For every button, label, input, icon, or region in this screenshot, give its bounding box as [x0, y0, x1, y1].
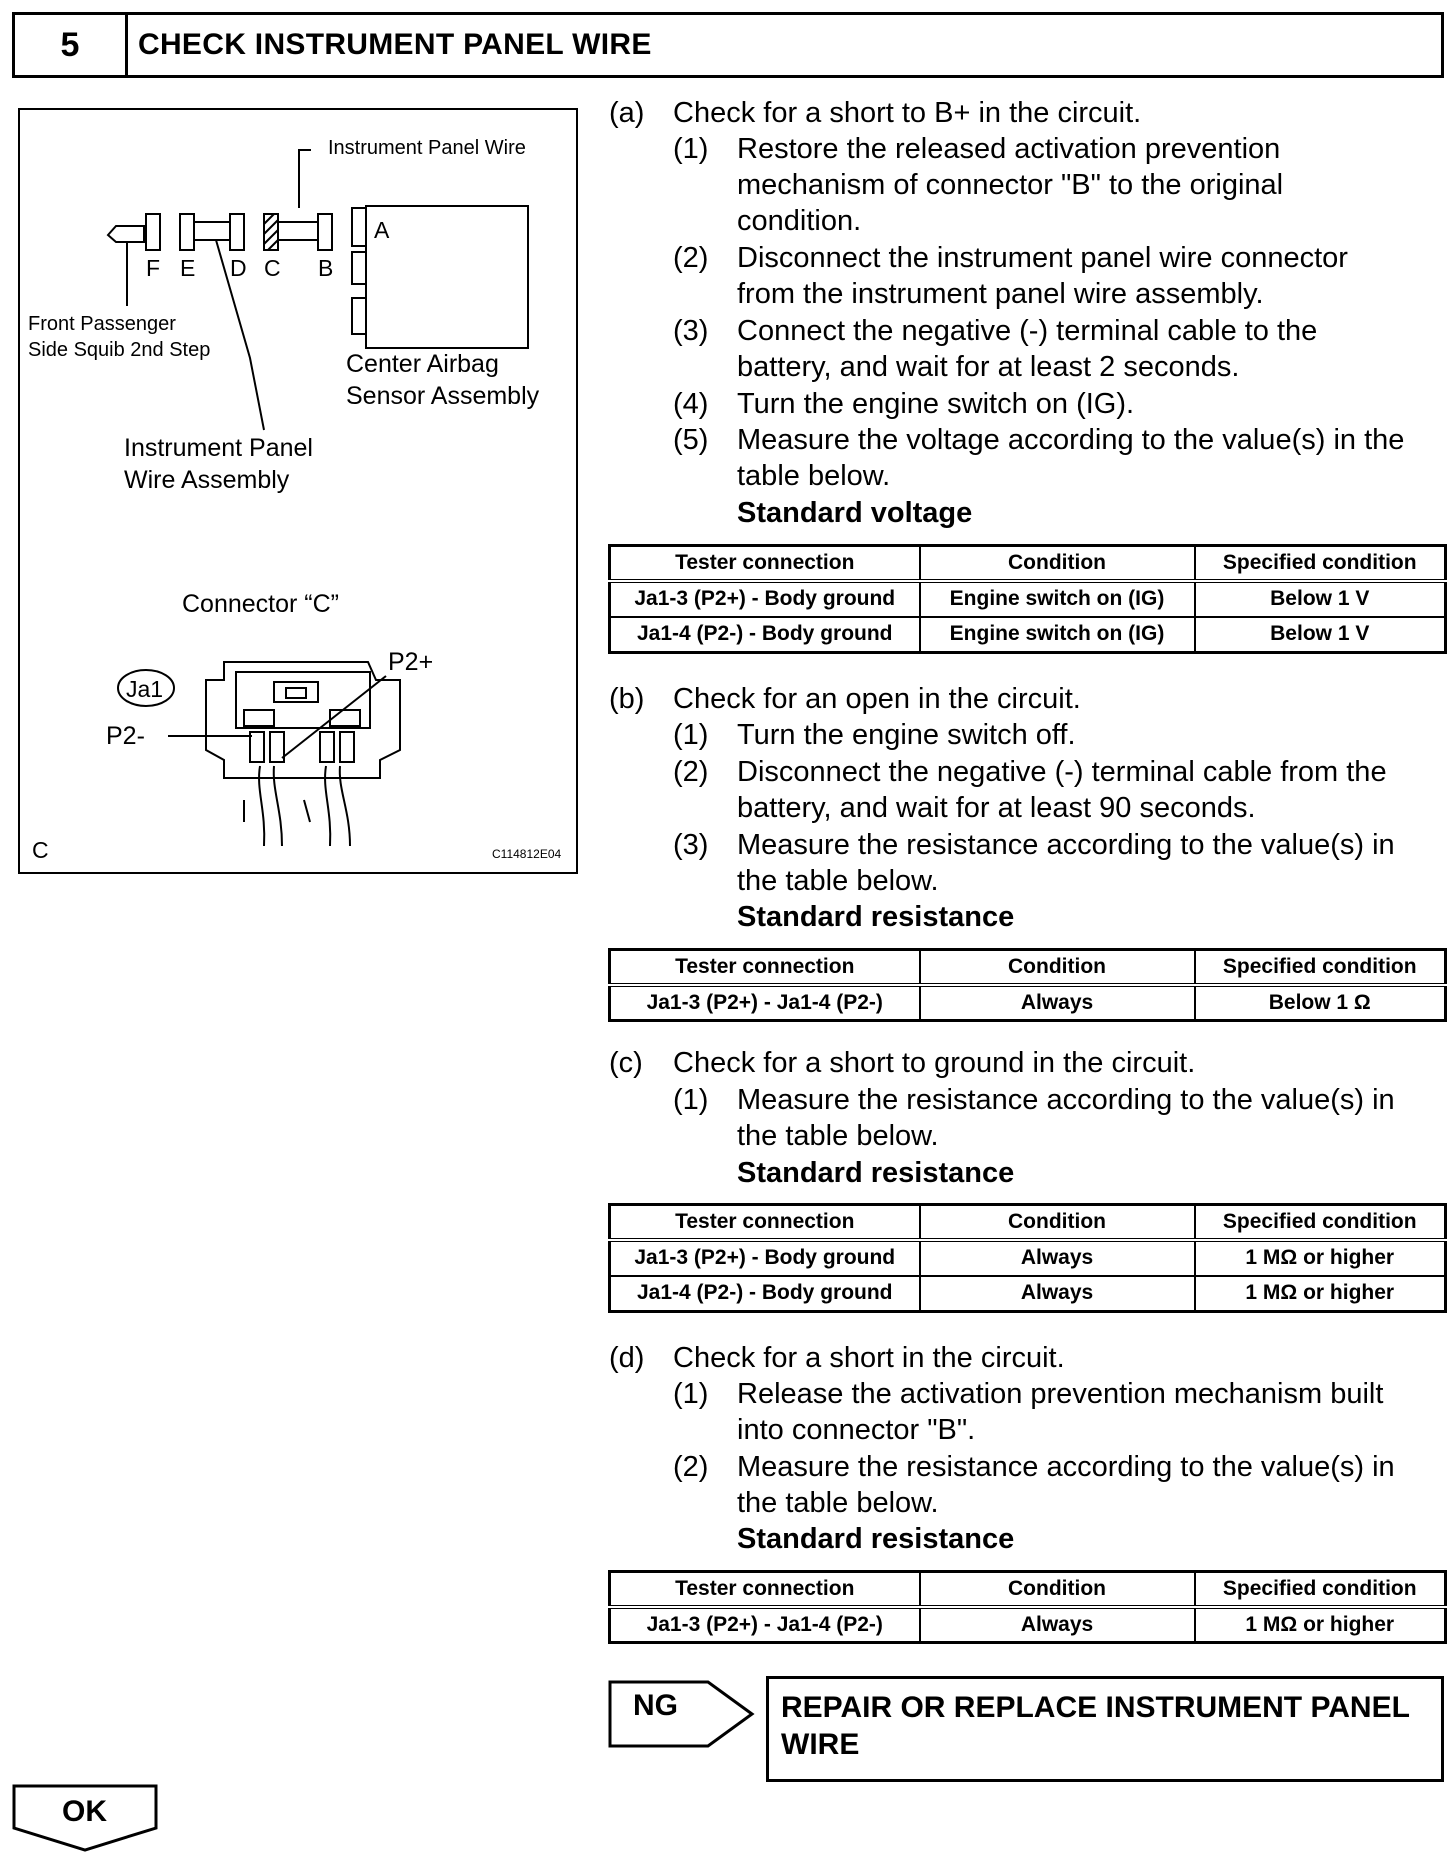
table-header: Specified condition: [1195, 1205, 1446, 1240]
connector-a-pin2: [352, 252, 366, 284]
letter-c: C: [264, 255, 281, 281]
section-a-title: Check for a short to B+ in the circuit.: [673, 97, 1142, 129]
table-cell: Ja1-3 (P2+) - Ja1-4 (P2-): [610, 1607, 920, 1643]
section-b-title: Check for an open in the circuit.: [673, 683, 1081, 715]
table-header: Tester connection: [610, 950, 920, 985]
table-d: [608, 1570, 1447, 1644]
step-a4-line1: Turn the engine switch on (IG).: [737, 388, 1135, 420]
connector-c-title: Connector “C”: [182, 590, 339, 618]
wiring-figure: [18, 108, 578, 874]
label-center-airbag-2: Sensor Assembly: [346, 382, 540, 410]
step-title: CHECK INSTRUMENT PANEL WIRE: [138, 28, 652, 61]
step-b3-num: (3): [673, 829, 709, 861]
table-cell: Always: [920, 1607, 1195, 1643]
pin-label-p2-minus: P2-: [106, 722, 145, 750]
step-b3-line1: Measure the resistance according to the value(s) in: [737, 829, 1395, 861]
section-d-standard: Standard resistance: [737, 1523, 1015, 1555]
table-row: [610, 1276, 1446, 1312]
pin-label-p2-plus: P2+: [388, 648, 434, 676]
label-front-passenger-1: Front Passenger: [28, 313, 176, 335]
step-a2-line2: from the instrument panel wire assembly.: [737, 278, 1264, 310]
section-d-label: (d): [609, 1342, 645, 1374]
table-cell: 1 MΩ or higher: [1195, 1276, 1446, 1312]
table-cell: Ja1-4 (P2-) - Body ground: [610, 1276, 920, 1312]
step-b1-line1: Turn the engine switch off.: [737, 719, 1076, 751]
connector-d: [230, 214, 244, 250]
connector-id: Ja1: [126, 676, 164, 702]
label-ip-wire-assembly-2: Wire Assembly: [124, 466, 290, 494]
step-b2-line2: battery, and wait for at least 90 seconds.: [737, 792, 1256, 824]
connector-b: [318, 214, 332, 250]
step-d2-line2: the table below.: [737, 1487, 939, 1519]
letter-e: E: [180, 255, 196, 281]
section-a-label: (a): [609, 97, 645, 129]
label-center-airbag-1: Center Airbag: [346, 350, 499, 378]
ng-action-box: [766, 1676, 1444, 1782]
ng-action-line2: WIRE: [781, 1728, 860, 1761]
table-row: [610, 985, 1446, 1021]
connector-a-pin3: [352, 298, 366, 334]
ng-arrow: [608, 1680, 758, 1748]
section-a-standard: Standard voltage: [737, 497, 973, 529]
step-b1-num: (1): [673, 719, 709, 751]
table-row: [610, 581, 1446, 617]
ng-label: NG: [633, 1689, 678, 1722]
step-b2-line1: Disconnect the negative (-) terminal cable from the: [737, 756, 1387, 788]
center-airbag-sensor-box: [366, 206, 528, 348]
label-ip-wire-assembly-1: Instrument Panel: [124, 434, 313, 462]
step-header: [12, 12, 1444, 78]
table-cell: 1 MΩ or higher: [1195, 1607, 1446, 1643]
ok-label: OK: [62, 1795, 107, 1828]
table-row: [610, 1240, 1446, 1276]
table-header: Condition: [920, 1205, 1195, 1240]
letter-d: D: [230, 255, 247, 281]
step-a5-line2: table below.: [737, 460, 891, 492]
step-a3-num: (3): [673, 315, 709, 347]
connector-f-housing: [108, 226, 144, 242]
step-d1-line2: into connector "B".: [737, 1414, 976, 1446]
section-c-label: (c): [609, 1047, 643, 1079]
connector-a-pin1: [352, 208, 366, 246]
step-a4-num: (4): [673, 388, 709, 420]
step-a5-line1: Measure the voltage according to the value(s) in the: [737, 424, 1405, 456]
label-instrument-panel-wire: Instrument Panel Wire: [328, 137, 526, 159]
table-header: Tester connection: [610, 546, 920, 581]
ng-action-line1: REPAIR OR REPLACE INSTRUMENT PANEL: [781, 1691, 1410, 1724]
section-b-label: (b): [609, 683, 645, 715]
table-header: Condition: [920, 1572, 1195, 1607]
table-a: [608, 544, 1447, 654]
table-cell: Ja1-3 (P2+) - Body ground: [610, 1240, 920, 1276]
table-cell: Below 1 V: [1195, 617, 1446, 653]
section-c-standard: Standard resistance: [737, 1157, 1015, 1189]
table-row: [610, 617, 1446, 653]
section-b-standard: Standard resistance: [737, 901, 1015, 933]
step-b2-num: (2): [673, 756, 709, 788]
section-c-title: Check for a short to ground in the circuit.: [673, 1047, 1196, 1079]
wiring-diagram: [20, 110, 580, 876]
table-row: [610, 1607, 1446, 1643]
letter-f: F: [146, 255, 161, 281]
table-cell: Ja1-3 (P2+) - Body ground: [610, 581, 920, 617]
step-c1-line1: Measure the resistance according to the value(s) in: [737, 1084, 1395, 1116]
letter-a: A: [374, 217, 390, 243]
section-d-title: Check for a short in the circuit.: [673, 1342, 1065, 1374]
table-cell: Below 1 V: [1195, 581, 1446, 617]
table-cell: 1 MΩ or higher: [1195, 1240, 1446, 1276]
table-header: Condition: [920, 546, 1195, 581]
table-b: [608, 948, 1447, 1022]
table-cell: Always: [920, 985, 1195, 1021]
table-header: Tester connection: [610, 1205, 920, 1240]
step-a2-line1: Disconnect the instrument panel wire connector: [737, 242, 1348, 274]
step-a1-line1: Restore the released activation prevention: [737, 133, 1281, 165]
step-a1-line2: mechanism of connector "B" to the original: [737, 169, 1284, 201]
connector-c-body: [206, 662, 400, 778]
step-b3-line2: the table below.: [737, 865, 939, 897]
table-c: [608, 1203, 1447, 1313]
step-d2-num: (2): [673, 1451, 709, 1483]
table-cell: Always: [920, 1276, 1195, 1312]
step-d1-line1: Release the activation prevention mechanism built: [737, 1378, 1384, 1410]
table-cell: Always: [920, 1240, 1195, 1276]
connector-e: [180, 214, 194, 250]
table-header: Specified condition: [1195, 1572, 1446, 1607]
step-d2-line1: Measure the resistance according to the value(s) in: [737, 1451, 1395, 1483]
step-c1-line2: the table below.: [737, 1120, 939, 1152]
table-header: Tester connection: [610, 1572, 920, 1607]
step-a1-line3: condition.: [737, 205, 862, 237]
step-a5-num: (5): [673, 424, 709, 456]
table-cell: Engine switch on (IG): [920, 617, 1195, 653]
letter-b: B: [318, 255, 334, 281]
connector-f: [146, 214, 160, 250]
table-header: Specified condition: [1195, 950, 1446, 985]
step-a2-num: (2): [673, 242, 709, 274]
step-a3-line1: Connect the negative (-) terminal cable to the: [737, 315, 1318, 347]
table-cell: Below 1 Ω: [1195, 985, 1446, 1021]
label-front-passenger-2: Side Squib 2nd Step: [28, 339, 211, 361]
step-a1-num: (1): [673, 133, 709, 165]
table-cell: Ja1-4 (P2-) - Body ground: [610, 617, 920, 653]
step-c1-num: (1): [673, 1084, 709, 1116]
figure-corner-letter: C: [32, 837, 49, 863]
figure-code: C114812E04: [492, 847, 562, 861]
table-cell: Ja1-3 (P2+) - Ja1-4 (P2-): [610, 985, 920, 1021]
step-number: 5: [15, 15, 128, 75]
leader-line-ip-wire: [299, 150, 311, 208]
table-cell: Engine switch on (IG): [920, 581, 1195, 617]
table-header: Condition: [920, 950, 1195, 985]
step-d1-num: (1): [673, 1378, 709, 1410]
step-a3-line2: battery, and wait for at least 2 seconds.: [737, 351, 1240, 383]
table-header: Specified condition: [1195, 546, 1446, 581]
